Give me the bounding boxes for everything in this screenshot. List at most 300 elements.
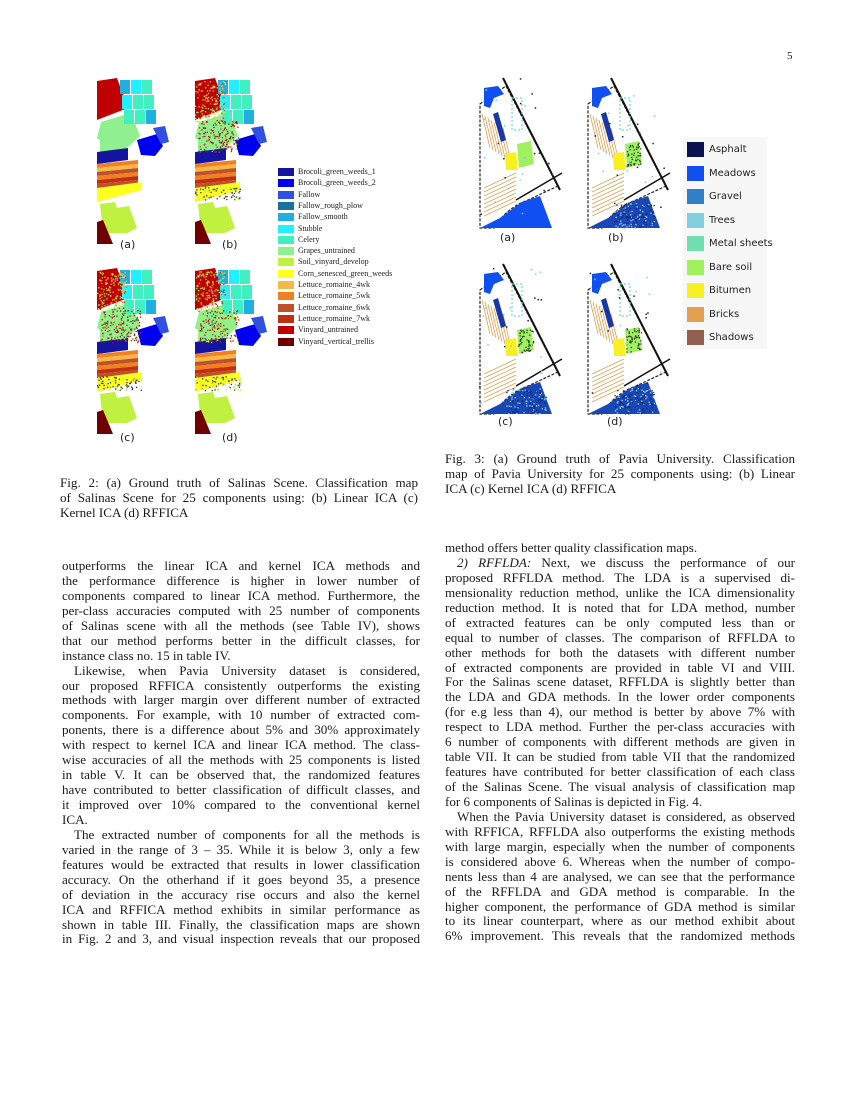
misclassified-pixel bbox=[512, 390, 513, 391]
misclassified-pixel bbox=[217, 120, 218, 121]
misclassified-pixel bbox=[210, 325, 211, 326]
misclassified-pixel bbox=[530, 396, 531, 397]
misclassified-pixel bbox=[522, 336, 523, 337]
misclassified-pixel bbox=[217, 198, 218, 199]
misclassified-pixel bbox=[134, 324, 135, 325]
field-block bbox=[233, 300, 243, 314]
misclassified-pixel bbox=[618, 227, 619, 228]
misclassified-pixel bbox=[104, 311, 105, 312]
legend-label: Brocoli_green_weeds_1 bbox=[298, 167, 376, 176]
misclassified-pixel bbox=[527, 339, 528, 340]
text-line: respect to LDA method. Further the per-class accuracies with bbox=[445, 719, 795, 735]
scatter-pixel bbox=[503, 158, 505, 160]
misclassified-pixel bbox=[220, 146, 221, 147]
misclassified-pixel bbox=[104, 296, 105, 297]
misclassified-pixel bbox=[545, 409, 546, 410]
misclassified-pixel bbox=[521, 338, 522, 339]
misclassified-pixel bbox=[224, 129, 225, 130]
pavia-panel-label: (b) bbox=[608, 231, 624, 244]
misclassified-pixel bbox=[129, 328, 130, 329]
misclassified-pixel bbox=[230, 152, 231, 153]
field-block bbox=[131, 270, 141, 284]
misclassified-pixel bbox=[137, 317, 138, 318]
misclassified-pixel bbox=[629, 406, 630, 407]
misclassified-pixel bbox=[519, 403, 520, 404]
misclassified-pixel bbox=[236, 318, 237, 319]
left-text-column bbox=[62, 559, 420, 947]
misclassified-pixel bbox=[198, 327, 199, 328]
misclassified-pixel bbox=[540, 388, 541, 389]
misclassified-pixel bbox=[218, 310, 219, 311]
misclassified-pixel bbox=[118, 275, 119, 276]
misclassified-pixel bbox=[123, 322, 124, 323]
misclassified-pixel bbox=[638, 217, 639, 218]
misclassified-pixel bbox=[117, 311, 118, 312]
scatter-pixel bbox=[504, 346, 506, 348]
legend-label: Lettuce_romaine_5wk bbox=[298, 291, 370, 301]
misclassified-pixel bbox=[213, 311, 214, 312]
misclassified-pixel bbox=[204, 287, 205, 288]
misclassified-pixel bbox=[209, 195, 210, 196]
misclassified-pixel bbox=[640, 214, 641, 215]
misclassified-pixel bbox=[223, 310, 224, 311]
legend-swatch bbox=[687, 307, 704, 322]
misclassified-pixel bbox=[622, 403, 623, 404]
misclassified-pixel bbox=[625, 407, 626, 408]
misclassified-pixel bbox=[114, 299, 115, 300]
misclassified-pixel bbox=[544, 399, 545, 400]
misclassified-pixel bbox=[222, 140, 223, 141]
misclassified-pixel bbox=[232, 125, 233, 126]
legend-item bbox=[687, 142, 747, 158]
misclassified-pixel bbox=[224, 329, 225, 330]
misclassified-pixel bbox=[649, 410, 650, 411]
misclassified-pixel bbox=[111, 308, 112, 309]
misclassified-pixel bbox=[216, 309, 217, 310]
misclassified-pixel bbox=[235, 329, 236, 330]
misclassified-pixel bbox=[226, 338, 227, 339]
misclassified-pixel bbox=[519, 390, 520, 391]
misclassified-pixel bbox=[628, 411, 629, 412]
misclassified-pixel bbox=[231, 314, 232, 315]
misclassified-pixel bbox=[200, 285, 201, 286]
misclassified-pixel bbox=[639, 328, 640, 329]
misclassified-pixel bbox=[633, 155, 634, 156]
misclassified-pixel bbox=[109, 334, 110, 335]
misclassified-pixel bbox=[206, 292, 207, 293]
misclassified-pixel bbox=[625, 207, 626, 208]
text-line: equal to number of classes. The comparison of RFFLDA to bbox=[445, 629, 795, 645]
misclassified-pixel bbox=[646, 391, 647, 392]
misclassified-pixel bbox=[639, 227, 640, 228]
misclassified-pixel bbox=[105, 387, 106, 388]
misclassified-pixel bbox=[224, 123, 225, 124]
misclassified-pixel bbox=[219, 378, 220, 379]
misclassified-pixel bbox=[542, 408, 543, 409]
misclassified-pixel bbox=[137, 342, 138, 343]
text-line: shown in table III. Finally, the classification maps are shown bbox=[62, 916, 420, 932]
misclassified-pixel bbox=[112, 274, 113, 275]
misclassified-pixel bbox=[196, 189, 197, 190]
misclassified-pixel bbox=[117, 340, 118, 341]
misclassified-pixel bbox=[212, 291, 213, 292]
misclassified-pixel bbox=[627, 329, 628, 330]
misclassified-pixel bbox=[209, 330, 210, 331]
misclassified-pixel bbox=[216, 294, 217, 295]
misclassified-pixel bbox=[650, 394, 651, 395]
misclassified-pixel bbox=[118, 283, 119, 284]
misclassified-pixel bbox=[637, 337, 638, 338]
misclassified-pixel bbox=[231, 197, 232, 198]
misclassified-pixel bbox=[199, 199, 200, 200]
misclassified-pixel bbox=[196, 112, 197, 113]
misclassified-pixel bbox=[199, 121, 200, 122]
scatter-pixel bbox=[545, 347, 547, 349]
misclassified-pixel bbox=[203, 327, 204, 328]
misclassified-pixel bbox=[224, 109, 225, 110]
misclassified-pixel bbox=[529, 344, 530, 345]
misclassified-pixel bbox=[217, 147, 218, 148]
misclassified-pixel bbox=[622, 407, 623, 408]
pavia-map-c bbox=[476, 264, 562, 416]
misclassified-pixel bbox=[223, 117, 224, 118]
subsection-heading: 2) RFFLDA: bbox=[457, 554, 532, 570]
misclassified-pixel bbox=[211, 192, 212, 193]
misclassified-pixel bbox=[236, 188, 237, 189]
legend-swatch bbox=[278, 202, 294, 210]
misclassified-pixel bbox=[203, 332, 204, 333]
misclassified-pixel bbox=[118, 386, 119, 387]
misclassified-pixel bbox=[205, 99, 206, 100]
misclassified-pixel bbox=[224, 198, 225, 199]
misclassified-pixel bbox=[616, 205, 617, 206]
misclassified-pixel bbox=[239, 380, 240, 381]
misclassified-pixel bbox=[220, 187, 221, 188]
misclassified-pixel bbox=[542, 397, 543, 398]
misclassified-pixel bbox=[216, 281, 217, 282]
misclassified-pixel bbox=[529, 348, 530, 349]
misclassified-pixel bbox=[130, 321, 131, 322]
misclassified-pixel bbox=[222, 286, 223, 287]
text-line: of Salinas scene with all the methods (see Table IV), shows bbox=[62, 617, 420, 633]
misclassified-pixel bbox=[646, 213, 647, 214]
misclassified-pixel bbox=[235, 335, 236, 336]
misclassified-pixel bbox=[137, 341, 138, 342]
misclassified-pixel bbox=[509, 406, 510, 407]
misclassified-pixel bbox=[222, 120, 223, 121]
misclassified-pixel bbox=[629, 331, 630, 332]
legend-item bbox=[278, 314, 370, 324]
misclassified-pixel bbox=[121, 297, 122, 298]
caption-line: of Salinas Scene for 25 components using: (b) Linear ICA (c) bbox=[60, 489, 418, 505]
misclassified-pixel bbox=[200, 339, 201, 340]
misclassified-pixel bbox=[225, 296, 226, 297]
misclassified-pixel bbox=[119, 328, 120, 329]
legend-swatch bbox=[278, 213, 294, 221]
misclassified-pixel bbox=[226, 139, 227, 140]
misclassified-pixel bbox=[104, 316, 105, 317]
misclassified-pixel bbox=[236, 141, 237, 142]
scatter-pixel bbox=[484, 157, 486, 159]
misclassified-pixel bbox=[626, 218, 627, 219]
text-line: (for e.g less than 4), our method is better by above 7% with bbox=[445, 704, 795, 720]
misclassified-pixel bbox=[220, 100, 221, 101]
misclassified-pixel bbox=[222, 303, 223, 304]
misclassified-pixel bbox=[526, 330, 527, 331]
misclassified-pixel bbox=[204, 194, 205, 195]
bricks-row bbox=[592, 173, 624, 188]
scatter-pixel bbox=[510, 345, 512, 347]
misclassified-pixel bbox=[219, 135, 220, 136]
text-line: components. For example, with 10 number of extracted com- bbox=[62, 707, 420, 723]
misclassified-pixel bbox=[200, 111, 201, 112]
misclassified-pixel bbox=[115, 281, 116, 282]
misclassified-pixel bbox=[209, 113, 210, 114]
misclassified-pixel bbox=[214, 325, 215, 326]
misclassified-pixel bbox=[223, 331, 224, 332]
misclassified-pixel bbox=[638, 145, 639, 146]
misclassified-pixel bbox=[196, 295, 197, 296]
misclassified-pixel bbox=[214, 191, 215, 192]
legend-item bbox=[278, 212, 348, 222]
misclassified-pixel bbox=[223, 97, 224, 98]
misclassified-pixel bbox=[213, 90, 214, 91]
misclassified-pixel bbox=[530, 330, 531, 331]
misclassified-pixel bbox=[234, 126, 235, 127]
misclassified-pixel bbox=[217, 293, 218, 294]
misclassified-pixel bbox=[214, 114, 215, 115]
misclassified-pixel bbox=[213, 302, 214, 303]
misclassified-pixel bbox=[221, 114, 222, 115]
misclassified-pixel bbox=[224, 276, 225, 277]
misclassified-pixel bbox=[108, 307, 109, 308]
misclassified-pixel bbox=[199, 106, 200, 107]
misclassified-pixel bbox=[234, 128, 235, 129]
text-line: of extracted components are provided in table VI and VIII. bbox=[445, 659, 795, 675]
misclassified-pixel bbox=[126, 337, 127, 338]
misclassified-pixel bbox=[210, 133, 211, 134]
misclassified-pixel bbox=[231, 148, 232, 149]
text-line: nents less than 4 are analysed, we can see that the performance bbox=[445, 868, 795, 884]
misclassified-pixel bbox=[217, 340, 218, 341]
scatter-pixel bbox=[531, 93, 533, 95]
misclassified-pixel bbox=[225, 328, 226, 329]
misclassified-pixel bbox=[210, 109, 211, 110]
misclassified-pixel bbox=[211, 101, 212, 102]
scatter-pixel bbox=[599, 306, 601, 308]
misclassified-pixel bbox=[205, 111, 206, 112]
scatter-pixel bbox=[503, 314, 505, 316]
misclassified-pixel bbox=[625, 396, 626, 397]
misclassified-pixel bbox=[107, 376, 108, 377]
misclassified-pixel bbox=[218, 376, 219, 377]
misclassified-pixel bbox=[115, 377, 116, 378]
misclassified-pixel bbox=[122, 313, 123, 314]
misclassified-pixel bbox=[526, 403, 527, 404]
misclassified-pixel bbox=[230, 341, 231, 342]
misclassified-pixel bbox=[119, 320, 120, 321]
misclassified-pixel bbox=[197, 196, 198, 197]
misclassified-pixel bbox=[534, 408, 535, 409]
misclassified-pixel bbox=[220, 124, 221, 125]
misclassified-pixel bbox=[650, 399, 651, 400]
misclassified-pixel bbox=[114, 319, 115, 320]
misclassified-pixel bbox=[109, 388, 110, 389]
misclassified-pixel bbox=[617, 412, 618, 413]
scatter-pixel bbox=[539, 153, 541, 155]
misclassified-pixel bbox=[236, 311, 237, 312]
misclassified-pixel bbox=[199, 298, 200, 299]
misclassified-pixel bbox=[513, 392, 514, 393]
misclassified-pixel bbox=[115, 294, 116, 295]
misclassified-pixel bbox=[236, 313, 237, 314]
misclassified-pixel bbox=[212, 380, 213, 381]
misclassified-pixel bbox=[645, 395, 646, 396]
misclassified-pixel bbox=[216, 190, 217, 191]
misclassified-pixel bbox=[213, 127, 214, 128]
legend-item bbox=[278, 235, 319, 245]
bricks-row bbox=[592, 181, 624, 196]
scatter-pixel bbox=[649, 294, 651, 296]
misclassified-pixel bbox=[230, 189, 231, 190]
misclassified-pixel bbox=[517, 402, 518, 403]
misclassified-pixel bbox=[103, 300, 104, 301]
scatter-pixel bbox=[520, 103, 522, 105]
salinas-panel-label: (a) bbox=[120, 238, 136, 251]
bricks-row bbox=[484, 177, 516, 192]
text-line: reduction method. It is noted that for LDA method, number bbox=[445, 599, 795, 615]
misclassified-pixel bbox=[196, 277, 197, 278]
misclassified-pixel bbox=[218, 282, 219, 283]
misclassified-pixel bbox=[536, 410, 537, 411]
misclassified-pixel bbox=[103, 335, 104, 336]
misclassified-pixel bbox=[107, 380, 108, 381]
misclassified-pixel bbox=[114, 377, 115, 378]
bare-soil-region bbox=[517, 141, 534, 168]
misclassified-pixel bbox=[212, 88, 213, 89]
misclassified-pixel bbox=[620, 402, 621, 403]
legend-label: Lettuce_romaine_7wk bbox=[298, 313, 370, 323]
misclassified-pixel bbox=[239, 387, 240, 388]
scatter-pixel bbox=[627, 125, 629, 127]
misclassified-pixel bbox=[104, 342, 105, 343]
legend-swatch bbox=[687, 166, 704, 181]
misclassified-pixel bbox=[100, 377, 101, 378]
misclassified-pixel bbox=[634, 203, 635, 204]
misclassified-pixel bbox=[635, 205, 636, 206]
misclassified-pixel bbox=[135, 383, 136, 384]
misclassified-pixel bbox=[219, 306, 220, 307]
misclassified-pixel bbox=[127, 338, 128, 339]
misclassified-pixel bbox=[103, 327, 104, 328]
legend-swatch bbox=[687, 330, 704, 345]
misclassified-pixel bbox=[211, 324, 212, 325]
misclassified-pixel bbox=[199, 133, 200, 134]
misclassified-pixel bbox=[630, 391, 631, 392]
misclassified-pixel bbox=[225, 149, 226, 150]
field-block bbox=[142, 270, 152, 284]
misclassified-pixel bbox=[638, 403, 639, 404]
field-block bbox=[229, 270, 239, 284]
misclassified-pixel bbox=[235, 317, 236, 318]
misclassified-pixel bbox=[211, 142, 212, 143]
misclassified-pixel bbox=[218, 388, 219, 389]
misclassified-pixel bbox=[114, 335, 115, 336]
misclassified-pixel bbox=[203, 309, 204, 310]
text-line: to its linear counterpart, where as our method exhibit about bbox=[445, 913, 795, 929]
misclassified-pixel bbox=[215, 335, 216, 336]
misclassified-pixel bbox=[534, 406, 535, 407]
misclassified-pixel bbox=[129, 383, 130, 384]
misclassified-pixel bbox=[235, 147, 236, 148]
misclassified-pixel bbox=[140, 311, 141, 312]
misclassified-pixel bbox=[636, 390, 637, 391]
misclassified-pixel bbox=[523, 333, 524, 334]
misclassified-pixel bbox=[201, 294, 202, 295]
legend-item bbox=[278, 246, 355, 256]
misclassified-pixel bbox=[212, 387, 213, 388]
field-block bbox=[242, 95, 252, 109]
field-block bbox=[240, 270, 250, 284]
misclassified-pixel bbox=[203, 199, 204, 200]
misclassified-pixel bbox=[107, 387, 108, 388]
misclassified-pixel bbox=[641, 401, 642, 402]
scatter-pixel bbox=[543, 190, 545, 192]
misclassified-pixel bbox=[211, 129, 212, 130]
misclassified-pixel bbox=[239, 191, 240, 192]
misclassified-pixel bbox=[125, 389, 126, 390]
misclassified-pixel bbox=[122, 287, 123, 288]
scatter-pixel bbox=[531, 345, 533, 347]
misclassified-pixel bbox=[106, 288, 107, 289]
misclassified-pixel bbox=[225, 380, 226, 381]
misclassified-pixel bbox=[102, 339, 103, 340]
misclassified-pixel bbox=[221, 301, 222, 302]
misclassified-pixel bbox=[204, 310, 205, 311]
scatter-pixel bbox=[479, 386, 481, 388]
misclassified-pixel bbox=[633, 146, 634, 147]
misclassified-pixel bbox=[213, 125, 214, 126]
misclassified-pixel bbox=[232, 187, 233, 188]
misclassified-pixel bbox=[202, 295, 203, 296]
misclassified-pixel bbox=[196, 93, 197, 94]
misclassified-pixel bbox=[216, 112, 217, 113]
legend-item bbox=[278, 303, 370, 313]
misclassified-pixel bbox=[635, 396, 636, 397]
misclassified-pixel bbox=[526, 332, 527, 333]
misclassified-pixel bbox=[116, 301, 117, 302]
misclassified-pixel bbox=[223, 307, 224, 308]
misclassified-pixel bbox=[222, 274, 223, 275]
scatter-pixel bbox=[486, 89, 488, 91]
misclassified-pixel bbox=[617, 401, 618, 402]
misclassified-pixel bbox=[641, 332, 642, 333]
misclassified-pixel bbox=[623, 209, 624, 210]
misclassified-pixel bbox=[196, 298, 197, 299]
road-line bbox=[516, 173, 562, 200]
field-block bbox=[231, 95, 241, 109]
legend-swatch bbox=[278, 168, 294, 176]
misclassified-pixel bbox=[233, 338, 234, 339]
scatter-pixel bbox=[609, 123, 611, 125]
legend-swatch bbox=[278, 179, 294, 187]
misclassified-pixel bbox=[207, 101, 208, 102]
scatter-pixel bbox=[519, 179, 521, 181]
scatter-pixel bbox=[660, 372, 662, 374]
scatter-pixel bbox=[494, 201, 496, 203]
misclassified-pixel bbox=[121, 320, 122, 321]
misclassified-pixel bbox=[122, 380, 123, 381]
